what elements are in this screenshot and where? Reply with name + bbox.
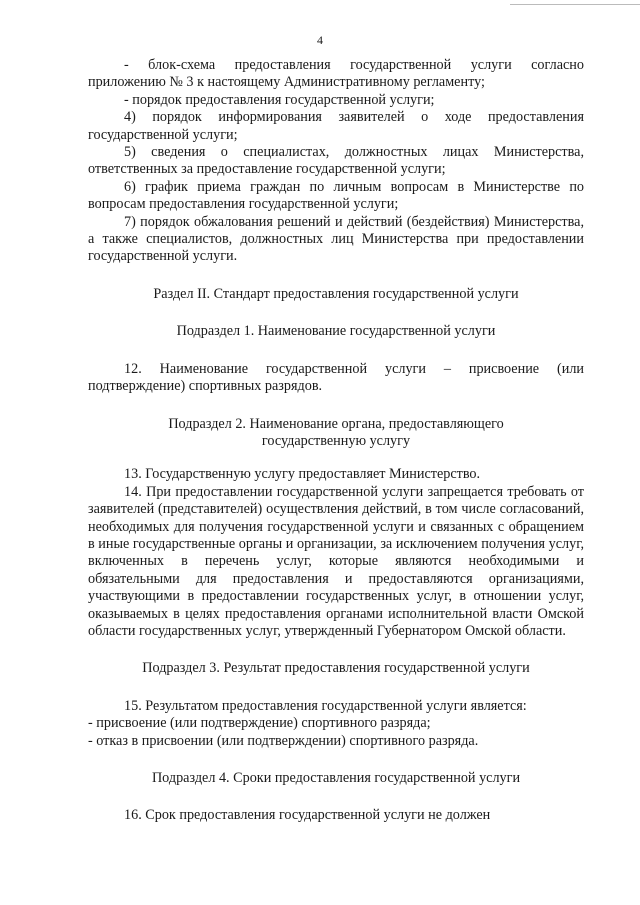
intro-line-1: - блок-схема предоставления государственной услуги согласно приложению № 3 к настоящему Административному регламенту; — [88, 57, 584, 91]
top-edge-line — [510, 4, 640, 5]
subsection-2-title-line-2: государственную услугу — [261, 432, 411, 449]
intro-line-3: 4) порядок информирования заявителей о ходе предоставления государственной услуги; — [88, 109, 584, 143]
page-number: 4 — [317, 33, 323, 47]
paragraph-15-item-1: - присвоение (или подтверждение) спортивного разряда; — [88, 715, 431, 732]
paragraph-15-intro: 15. Результатом предоставления государственной услуги является: — [124, 697, 527, 714]
paragraph-13: 13. Государственную услугу предоставляет Министерство. — [124, 466, 481, 483]
subsection-3-title: Подраздел 3. Результат предоставления государственной услуги — [142, 660, 530, 677]
intro-line-6: 7) порядок обжалования решений и действий (бездействия) Министерства, а также специалистов, должностных лиц Министерства при предоставлении государственной услуги. — [88, 213, 584, 265]
paragraph-15-item-2: - отказ в присвоении (или подтверждении) спортивного разряда. — [88, 732, 479, 749]
subsection-4-title: Подраздел 4. Сроки предоставления государственной услуги — [151, 770, 521, 786]
paragraph-14: 14. При предоставлении государственной услуги запрещается требовать от заявителей (представителей) осуществления действий, в том числе согласований, необходимых для получения государственной услуги и связанных с обращением в иные государственные органы и организации, за исключением получения услуг, включенных в перечень услуг, которые являются необходимыми и обязательными для предоставления и предоставляются организациями, участвующими в предоставлении государственных услуг, в отношении услуг, оказываемых в целях предоставления органами исполнительной власти Омской области государственных услуг, утвержденный Губернатором Омской области. — [88, 483, 584, 639]
paragraph-16: 16. Срок предоставления государственной услуги не должен — [124, 807, 491, 824]
intro-line-4: 5) сведения о специалистах, должностных лицах Министерства, ответственных за предоставление государственной услуги; — [88, 144, 584, 178]
section-title: Раздел II. Стандарт предоставления государственной услуги — [153, 285, 519, 302]
document-body — [88, 57, 584, 825]
intro-line-2: - порядок предоставления государственной услуги; — [124, 91, 435, 108]
subsection-1-title: Подраздел 1. Наименование государственной услуги — [176, 323, 496, 340]
subsection-2-title-line-1: Подраздел 2. Наименование органа, предоставляющего — [168, 415, 504, 432]
intro-line-5: 6) график приема граждан по личным вопросам в Министерстве по вопросам предоставления государственной услуги; — [88, 178, 584, 213]
paragraph-12: 12. Наименование государственной услуги – присвоение (или подтверждение) спортивных разрядов. — [88, 360, 584, 395]
